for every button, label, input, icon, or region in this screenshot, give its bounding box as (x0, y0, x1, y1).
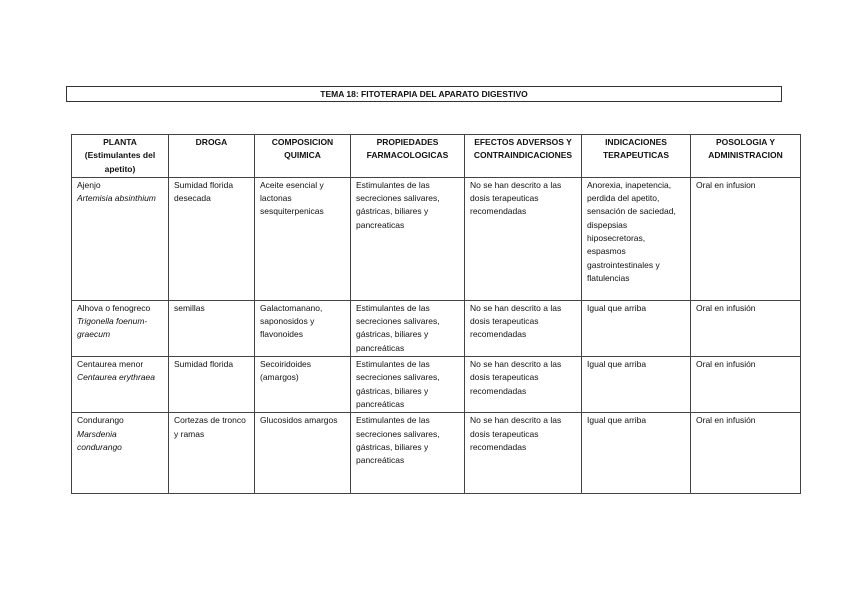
plant-common-name: Condurango (77, 415, 124, 426)
header-planta: PLANTA (Estimulantes del apetito) (72, 135, 169, 178)
cell-posologia: Oral en infusión (691, 413, 801, 494)
table-header-row (72, 135, 801, 178)
cell-efectos: No se han descrito a las dosis terapeuticas recomendadas (465, 357, 582, 413)
header-efectos: EFECTOS ADVERSOS Y CONTRAINDICACIONES (465, 135, 582, 178)
cell-posologia: Oral en infusion (691, 177, 801, 300)
cell-indicaciones: Anorexia, inapetencia, perdida del apetito, sensación de saciedad, dispepsias hiposecretoras, espasmos gastrointestinales y flatulencias (582, 177, 691, 300)
header-droga: DROGA (169, 135, 255, 178)
plant-scientific-name: Trigonella foenum-graecum (77, 316, 148, 340)
plant-common-name: Ajenjo (77, 179, 101, 190)
table-row (72, 357, 801, 413)
cell-composicion: Aceite esencial y lactonas sesquiterpenicas (255, 177, 351, 300)
cell-droga: Cortezas de tronco y ramas (169, 413, 255, 494)
plant-scientific-name: Artemisia absinthium (77, 193, 156, 204)
table-row (72, 177, 801, 300)
cell-efectos: No se han descrito a las dosis terapeuticas recomendadas (465, 177, 582, 300)
cell-droga: Sumidad florida desecada (169, 177, 255, 300)
cell-propiedades: Estimulantes de las secreciones salivares, gástricas, biliares y pancreaticas (351, 177, 465, 300)
cell-planta (72, 413, 169, 494)
header-indicaciones: INDICACIONES TERAPEUTICAS (582, 135, 691, 178)
cell-indicaciones: Igual que arriba (582, 357, 691, 413)
cell-posologia: Oral en infusión (691, 300, 801, 356)
header-composicion: COMPOSICION QUIMICA (255, 135, 351, 178)
cell-efectos: No se han descrito a las dosis terapeuticas recomendadas (465, 413, 582, 494)
cell-planta (72, 357, 169, 413)
cell-efectos: No se han descrito a las dosis terapeuticas recomendadas (465, 300, 582, 356)
cell-planta (72, 300, 169, 356)
cell-composicion: Galactomanano, saponosidos y flavonoides (255, 300, 351, 356)
cell-indicaciones: Igual que arriba (582, 300, 691, 356)
cell-propiedades: Estimulantes de las secreciones salivares, gástricas, biliares y pancreáticas (351, 357, 465, 413)
page-title: TEMA 18: FITOTERAPIA DEL APARATO DIGESTIVO (66, 86, 782, 102)
cell-indicaciones: Igual que arriba (582, 413, 691, 494)
table-row (72, 413, 801, 494)
cell-droga: semillas (169, 300, 255, 356)
cell-droga: Sumidad florida (169, 357, 255, 413)
cell-propiedades: Estimulantes de las secreciones salivares, gástricas, biliares y pancreáticas (351, 413, 465, 494)
header-propiedades: PROPIEDADES FARMACOLOGICAS (351, 135, 465, 178)
cell-planta (72, 177, 169, 300)
plant-scientific-name: Marsdenia condurango (77, 428, 122, 452)
cell-composicion: Glucosidos amargos (255, 413, 351, 494)
header-posologia: POSOLOGIA Y ADMINISTRACION (691, 135, 801, 178)
cell-composicion: Secoiridoides (amargos) (255, 357, 351, 413)
phytotherapy-table (71, 134, 801, 494)
plant-common-name: Alhova o fenogreco (77, 302, 151, 313)
table-row (72, 300, 801, 356)
cell-propiedades: Estimulantes de las secreciones salivares, gástricas, biliares y pancreáticas (351, 300, 465, 356)
plant-common-name: Centaurea menor (77, 359, 144, 370)
cell-posologia: Oral en infusión (691, 357, 801, 413)
plant-scientific-name: Centaurea erythraea (77, 372, 155, 383)
